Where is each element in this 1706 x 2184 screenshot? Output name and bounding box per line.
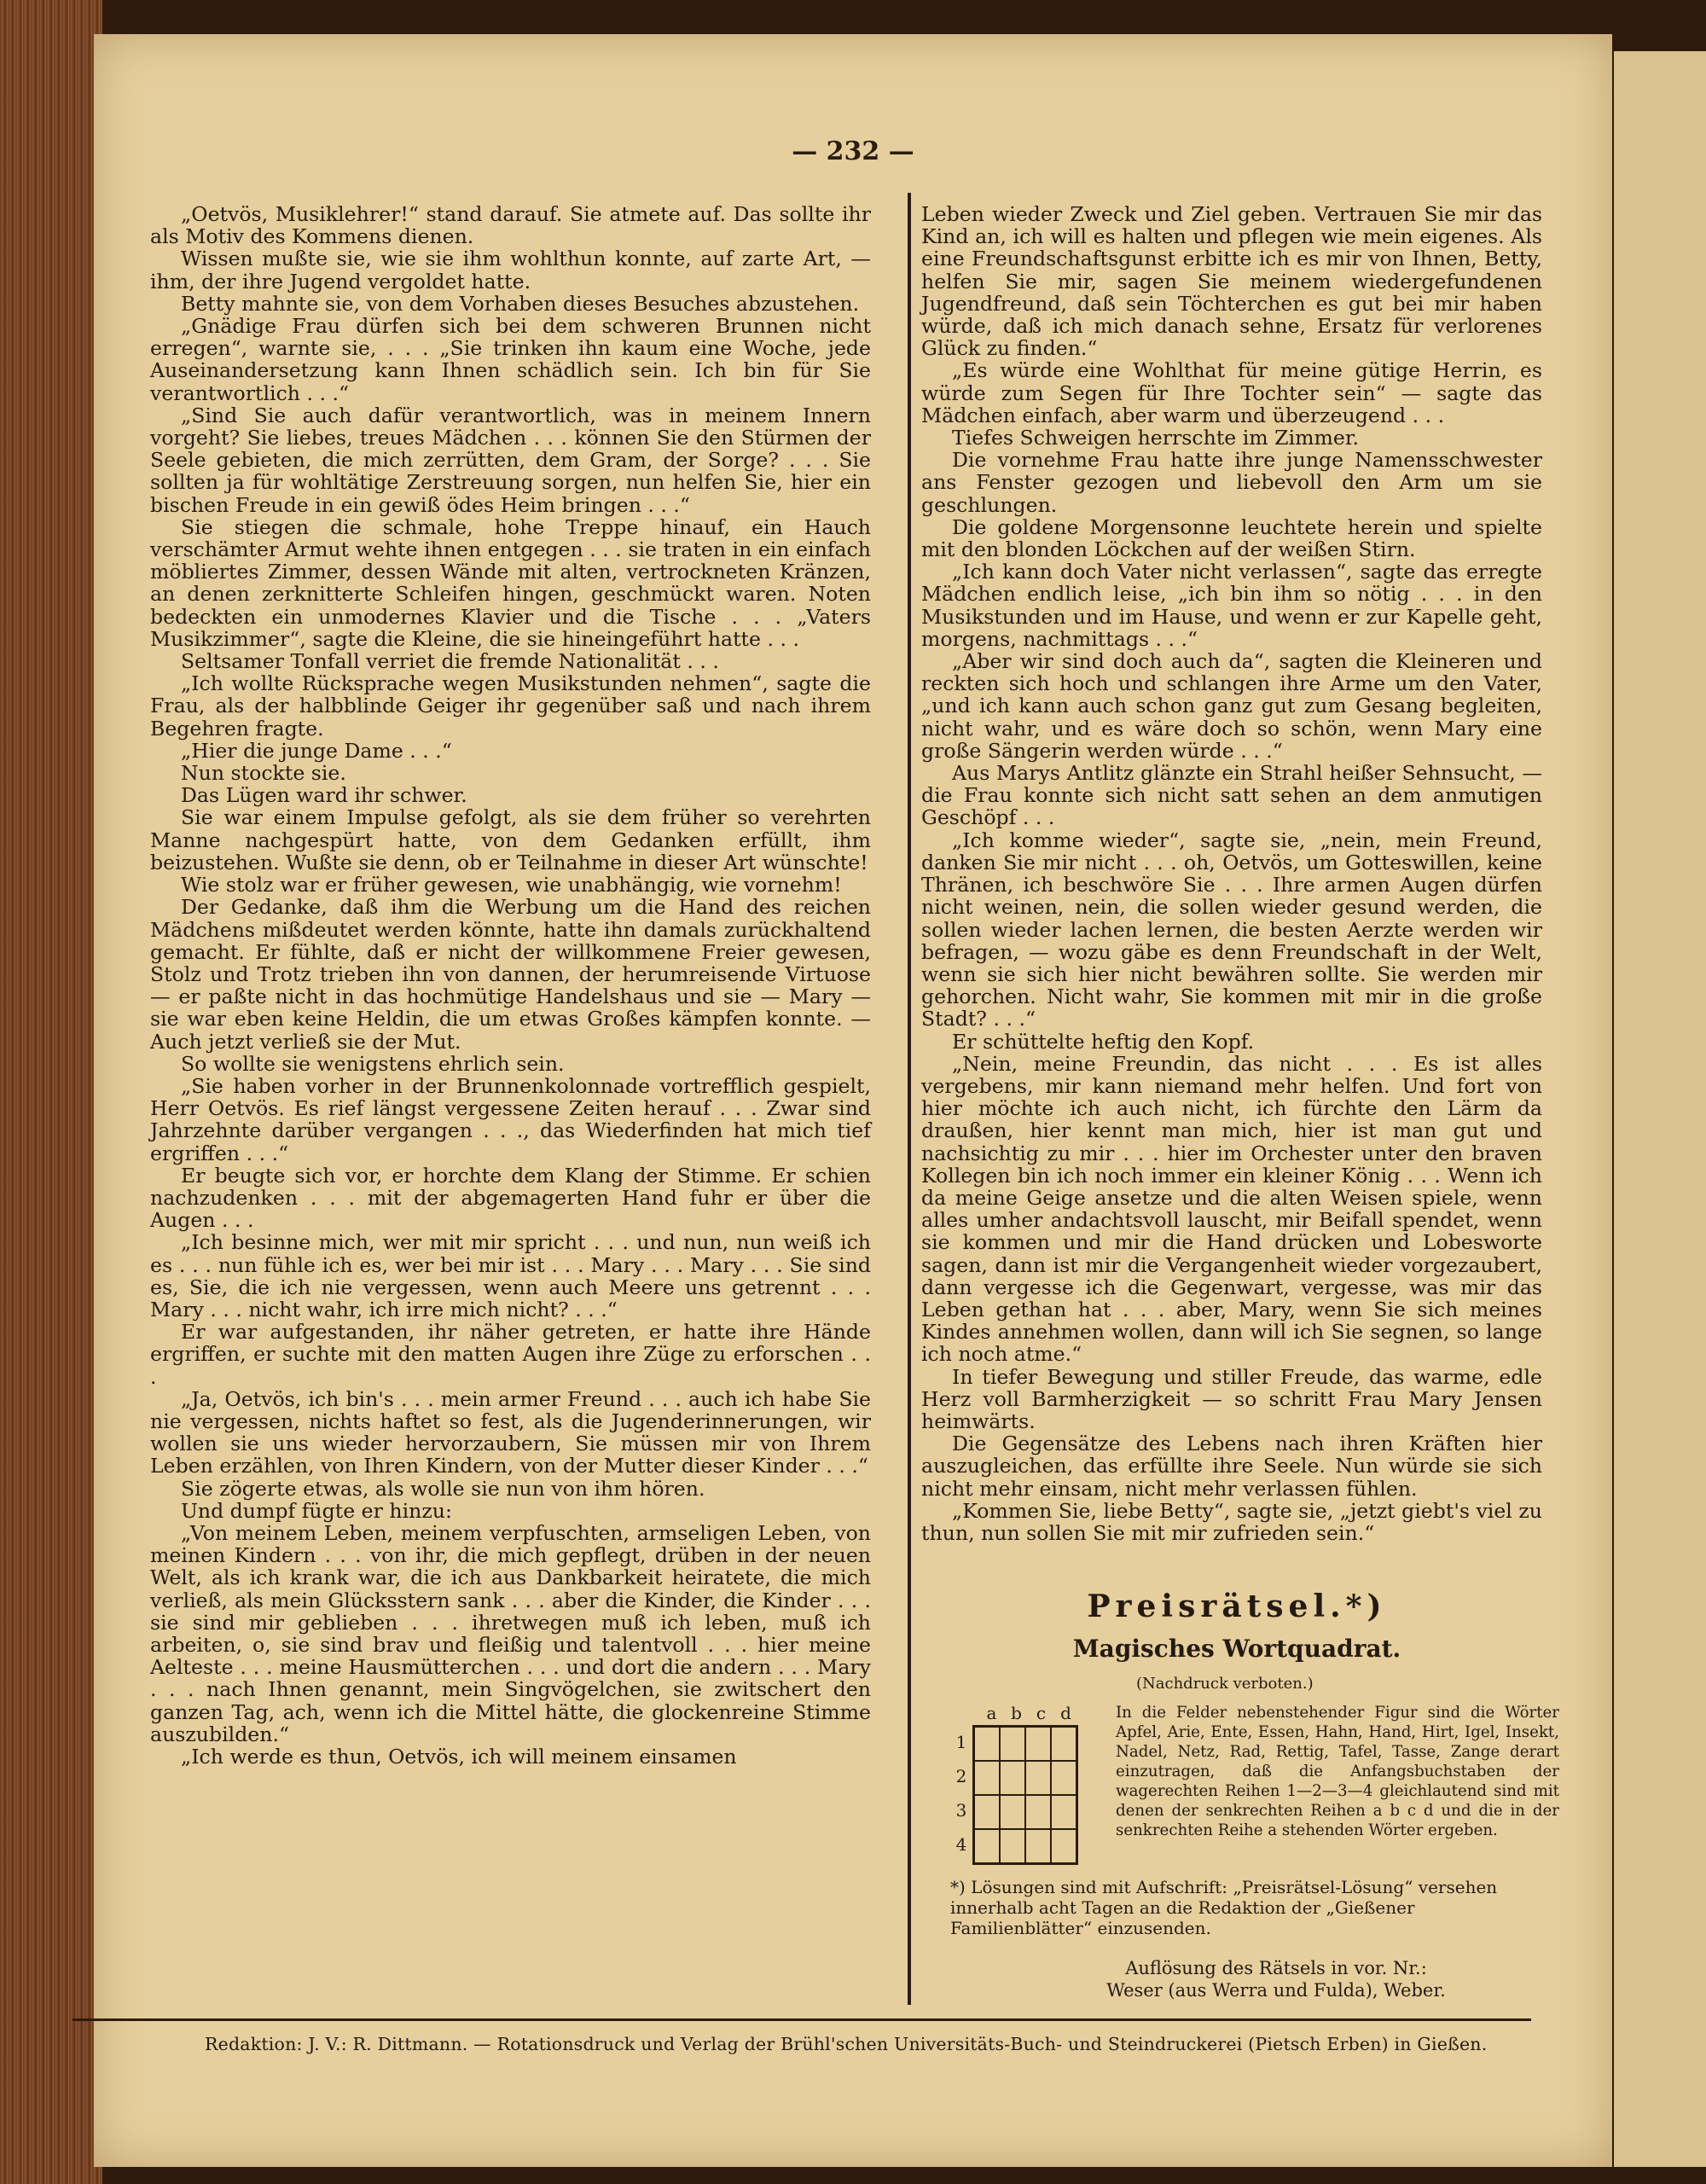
paragraph: „Aber wir sind doch auch da“, sagten die Kleineren und reckten sich hoch und schlangen ihre Arme um den Vater, „und ich kann auch schon ganz gut zum Gesang begleiten, nicht wahr, und es wäre doch so schön, wenn Mary eine große Sängerin werden würde . . .“	[921, 649, 1542, 763]
puzzle-subtitle: Magisches Wortquadrat.	[1072, 1635, 1401, 1663]
next-page-edge	[1614, 51, 1706, 2167]
paragraph: Das Lügen ward ihr schwer.	[181, 783, 467, 808]
grid-cell	[1000, 1727, 1025, 1761]
grid-row-label: 4	[955, 1834, 967, 1855]
paragraph: „Gnädige Frau dürfen sich bei dem schweren Brunnen nicht erregen“, warnte sie, . . . „Sie trinken ihn kaum eine Woche, jede Auseinandersetzung kann Ihnen schädlich sein. Ich bin für Sie verantwortlich . . .“	[150, 314, 871, 405]
solution-text: Weser (aus Werra und Fulda), Weber.	[1106, 1980, 1446, 2001]
paragraph: „Sie haben vorher in der Brunnenkolonnade vortrefflich gespielt, Herr Oetvös. Es rief längst vergessene Zeiten herauf . . . Zwar sind Jahrzehnte darüber vergangen . . ., das Wiederfinden hat mich tief ergriffen . . .“	[150, 1073, 871, 1165]
right-text-column	[921, 203, 1542, 1544]
paragraph: Die Gegensätze des Lebens nach ihren Kräften hier auszugleichen, das erfüllte ihre Seele. Nun würde sie sich nicht mehr einsam, nicht mehr verlassen fühlen.	[921, 1432, 1542, 1501]
column-divider	[908, 193, 911, 2005]
puzzle-footnote: *) Lösungen sind mit Aufschrift: „Preisrätsel-Lösung“ versehen innerhalb acht Tagen an die Redaktion der „Gießener Familienblätter“ einzusenden.	[950, 1877, 1498, 1938]
paragraph: Betty mahnte sie, von dem Vorhaben dieses Besuches abzustehen.	[181, 291, 860, 316]
grid-cell	[1025, 1829, 1051, 1863]
paragraph: Sie war einem Impulse gefolgt, als sie dem früher so verehrten Manne nachgespürt hatte, von dem Gedanken erfüllt, ihm beizustehen. Wußte sie denn, ob er Teilnahme in dieser Art wünschte!	[150, 805, 871, 874]
grid-cell	[1000, 1761, 1025, 1795]
paragraph: „Ich wollte Rücksprache wegen Musikstunden nehmen“, sagte die Frau, als der halbblinde Geiger ihr gegenüber saß und nach ihrem Begehren fragte.	[150, 671, 871, 741]
grid-row-label: 1	[955, 1732, 967, 1752]
grid-col-label: d	[1060, 1703, 1071, 1723]
grid-row-label: 3	[955, 1800, 967, 1821]
paragraph: Tiefes Schweigen herrschte im Zimmer.	[952, 426, 1360, 450]
paragraph: Nun stockte sie.	[181, 761, 346, 786]
grid-cell	[974, 1761, 1000, 1795]
puzzle-section	[921, 1589, 1559, 2001]
paragraph: „Es würde eine Wohlthat für meine gütige Herrin, es würde zum Segen für Ihre Tochter sein“ — sagte das Mädchen einfach, aber warm und überzeugend . . .	[921, 358, 1542, 427]
paragraph: Wie stolz war er früher gewesen, wie unabhängig, wie vornehm!	[181, 873, 842, 897]
paragraph: Er war aufgestanden, ihr näher getreten, er hatte ihre Hände ergriffen, er suchte mit den matten Augen ihre Züge zu erforschen . . .	[150, 1320, 871, 1389]
word-square-grid	[950, 1703, 1078, 1865]
solution-label: Auflösung des Rätsels in vor. Nr.:	[1125, 1958, 1427, 1978]
paragraph: In tiefer Bewegung und stiller Freude, das warme, edle Herz voll Barmherzigkeit — so schritt Frau Mary Jensen heimwärts.	[921, 1364, 1542, 1433]
paragraph: Sie stiegen die schmale, hohe Treppe hinauf, ein Hauch verschämter Armut wehte ihnen entgegen . . . sie traten in ein einfach möbliertes Zimmer, dessen Wände mit alten, vertrockneten Kränzen, an denen zerknitterte Schleifen hingen, geschmückt waren. Noten bedeckten ein unmodernes Klavier und die Tische . . . „Vaters Musikzimmer“, sagte die Kleine, die sie hineingeführt hatte . . .	[150, 514, 871, 651]
paragraph: „Ja, Oetvös, ich bin's . . . mein armer Freund . . . auch ich habe Sie nie vergessen, nichts haftet so fest, als die Jugenderinnerungen, wir wollen sie uns wieder hervorzaubern, Sie müssen mir von Ihrem Leben erzählen, von Ihren Kindern, von der Mutter dieser Kinder . . .“	[150, 1386, 871, 1478]
paragraph: „Hier die junge Dame . . .“	[181, 738, 452, 763]
grid-cell	[1000, 1829, 1025, 1863]
grid-column-labels	[979, 1703, 1078, 1723]
paragraph: Er schüttelte heftig den Kopf.	[952, 1029, 1255, 1054]
paragraph: Sie zögerte etwas, als wolle sie nun von ihm hören.	[181, 1476, 705, 1501]
paragraph: Seltsamer Tonfall verriet die fremde Nationalität . . .	[181, 649, 719, 674]
footer-rule	[73, 2018, 1531, 2021]
paragraph: „Ich werde es thun, Oetvös, ich will meinem einsamen	[181, 1745, 737, 1769]
puzzle-title: Preisrätsel.*)	[1087, 1589, 1387, 1624]
left-text-column	[150, 203, 871, 1768]
grid-cell	[1051, 1761, 1076, 1795]
grid-cell	[1025, 1795, 1051, 1829]
paragraph: So wollte sie wenigstens ehrlich sein.	[181, 1051, 565, 1076]
paragraph: „Kommen Sie, liebe Betty“, sagte sie, „jetzt giebt's viel zu thun, nun sollen Sie mit mir zufrieden sein.“	[921, 1498, 1542, 1545]
grid-cells	[972, 1725, 1078, 1865]
puzzle-instructions: In die Felder nebenstehender Figur sind die Wörter Apfel, Arie, Ente, Essen, Hahn, Hand, Hirt, Igel, Insekt, Nadel, Netz, Rad, Rettig, Tafel, Tasse, Zange derart einzutragen, daß die Anfangsbuchstaben der wagerechten Reihen 1—2—3—4 gleichlautend sind mit denen der senkrechten Reihen a b c d und die in der senkrechten Reihe a stehenden Wörter ergeben.	[1116, 1704, 1559, 1839]
grid-cell	[974, 1727, 1000, 1761]
paragraph: „Sind Sie auch dafür verantwortlich, was in meinem Innern vorgeht? Sie liebes, treues Mädchen . . . können Sie den Stürmen der Seele gebieten, die mich zerrütten, dem Gram, der Sorge? . . . Sie sollten ja für wohltätige Zerstreuung sorgen, nun helfen Sie, hier ein bischen Freude in ein gewiß ödes Heim bringen . . .“	[150, 403, 871, 517]
paragraph: „Ich besinne mich, wer mit mir spricht . . . und nun, nun weiß ich es . . . nun fühle ich es, wer bei mir ist . . . Mary . . . Mary . . . Sie sind es, Sie, die ich nie vergessen, wenn auch Meere uns getrennt . . . Mary . . . nicht wahr, ich irre mich nicht? . . .“	[150, 1230, 871, 1321]
grid-row-label: 2	[955, 1766, 967, 1786]
paragraph: „Ich komme wieder“, sagte sie, „nein, mein Freund, danken Sie mir nicht . . . oh, Oetvös, um Gotteswillen, keine Thränen, ich beschwöre Sie . . . Ihre armen Augen dürfen nicht weinen, nein, die sollen wieder gesund werden, die sollen wieder lachen lernen, die besten Aerzte werden wir befragen, — wozu gäbe es denn Freundschaft in der Welt, wenn sie sich hier nicht bewähren sollte. Sie werden mir gehorchen. Nicht wahr, Sie kommen mit mir in die große Stadt? . . .“	[921, 828, 1542, 1031]
grid-cell	[1025, 1761, 1051, 1795]
paragraph: „Oetvös, Musiklehrer!“ stand darauf. Sie atmete auf. Das sollte ihr als Motiv des Kommens dienen.	[150, 202, 871, 249]
grid-cell	[1051, 1795, 1076, 1829]
grid-col-label: a	[986, 1703, 997, 1723]
paragraph: Wissen mußte sie, wie sie ihm wohlthun konnte, auf zarte Art, — ihm, der ihre Jugend vergoldet hatte.	[150, 247, 871, 293]
paragraph: Leben wieder Zweck und Ziel geben. Vertrauen Sie mir das Kind an, ich will es halten und pflegen wie mein eigenes. Als eine Freundschaftsgunst erbitte ich es mir von Ihnen, Betty, helfen Sie mir, sagen Sie meinem wiedergefundenen Jugendfreund, daß sein Töchterchen es gut bei mir haben würde, daß ich mich danach sehne, Ersatz für verlorenes Glück zu finden.“	[921, 202, 1542, 361]
book-edge	[0, 0, 102, 2184]
imprint-line: Redaktion: J. V.: R. Dittmann. — Rotationsdruck und Verlag der Brühl'schen Universitäts-Buch- und Steindruckerei (Pietsch Erben) in Gießen.	[205, 2034, 1488, 2054]
paragraph: Aus Marys Antlitz glänzte ein Strahl heißer Sehnsucht, — die Frau konnte sich nicht satt sehen an dem anmutigen Geschöpf . . .	[921, 761, 1542, 830]
paragraph: „Ich kann doch Vater nicht verlassen“, sagte das erregte Mädchen endlich leise, „ich bin ihm so nötig . . . in den Musikstunden und im Hause, und wenn er zur Kapelle geht, morgens, nachmittags . . .“	[921, 560, 1542, 651]
grid-col-label: c	[1036, 1703, 1047, 1723]
paragraph: Und dumpf fügte er hinzu:	[181, 1498, 452, 1523]
grid-cell	[974, 1829, 1000, 1863]
paragraph: „Von meinem Leben, meinem verpfuschten, armseligen Leben, von meinen Kindern . . . von ihr, die mich gepflegt, drüben in der neuen Welt, als ich krank war, die ich aus Dankbarkeit heiratete, die mich verließ, als mein Glücksstern sank . . . aber die Kinder, die Kinder . . . sie sind mir geblieben . . . ihretwegen muß ich leben, muß ich arbeiten, o, sie sind brav und fleißig und talentvoll . . . hier meine Aelteste . . . meine Hausmütterchen . . . und dort die andern . . . Mary . . . nach Ihnen genannt, mein Singvögelchen, sie zwitschert den ganzen Tag, ach, wenn ich die Mittel hätte, die glockenreine Stimme auszubilden.“	[150, 1520, 871, 1746]
grid-cell	[1000, 1795, 1025, 1829]
puzzle-solution	[1003, 1957, 1549, 2001]
puzzle-note: (Nachdruck verboten.)	[1136, 1675, 1314, 1693]
paragraph: Der Gedanke, daß ihm die Werbung um die Hand des reichen Mädchens mißdeutet werden könnte, hatte ihn damals zurückhaltend gemacht. Er fühlte, daß er nicht der willkommene Freier gewesen, Stolz und Trotz trieben ihn von dannen, der herumreisende Virtuose — er paßte nicht in das hochmütige Handelshaus und sie — Mary — sie war eben keine Heldin, die um etwas Großes kämpfen konnte. — Auch jetzt verließ sie der Mut.	[150, 895, 871, 1054]
grid-cell	[1051, 1829, 1076, 1863]
paragraph: Die vornehme Frau hatte ihre junge Namensschwester ans Fenster gezogen und liebevoll den Arm um sie geschlungen.	[921, 448, 1542, 517]
paragraph: „Nein, meine Freundin, das nicht . . . Es ist alles vergebens, mir kann niemand mehr helfen. Und fort von hier möchte ich auch nicht, ich fürchte den Lärm da draußen, hier kennt man mich, hier ist man gut und nachsichtig zu mir . . . hier im Orchester unter den braven Kollegen bin ich noch immer ein kleiner König . . . Wenn ich da meine Geige ansetze und die alten Weisen spiele, wenn alles umher andachtsvoll lauscht, mir Beifall spendet, wenn sie kommen und mir die Hand drücken und Lobesworte sagen, dann ist mir die Vergangenheit wieder vorgezaubert, dann vergesse ich die Gegenwart, vergesse, was mir das Leben gethan hat . . . aber, Mary, wenn Sie sich meines Kindes annehmen wollen, dann will ich Sie segnen, so lange ich noch atme.“	[921, 1051, 1542, 1367]
grid-col-label: b	[1011, 1703, 1022, 1723]
grid-cell	[1025, 1727, 1051, 1761]
paragraph: Die goldene Morgensonne leuchtete herein und spielte mit den blonden Löckchen auf der weißen Stirn.	[921, 514, 1542, 562]
grid-cell	[974, 1795, 1000, 1829]
page-number: — 232 —	[792, 136, 914, 166]
paragraph: Er beugte sich vor, er horchte dem Klang der Stimme. Er schien nachzudenken . . . mit der abgemagerten Hand fuhr er über die Augen . . .	[150, 1163, 871, 1233]
grid-cell	[1051, 1727, 1076, 1761]
grid-row-labels	[950, 1725, 972, 1865]
